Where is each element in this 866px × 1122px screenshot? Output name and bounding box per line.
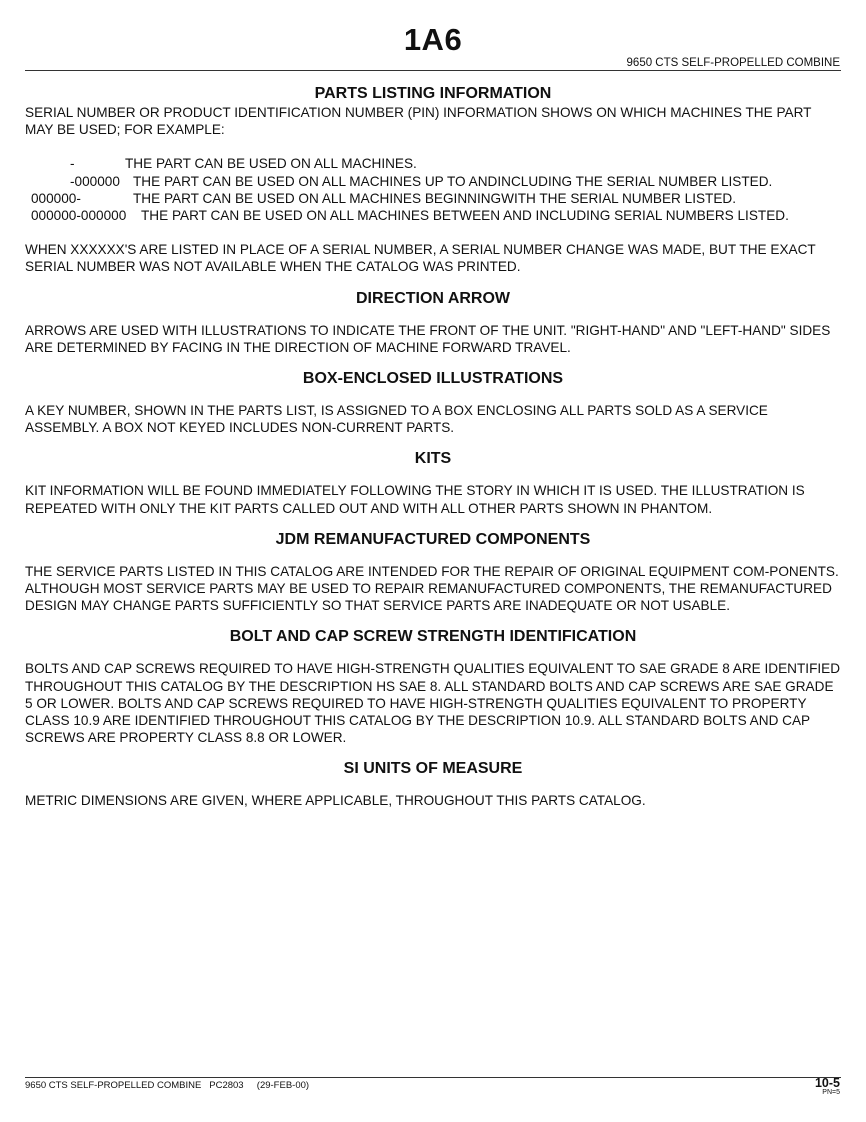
- bolt-strength-body: BOLTS AND CAP SCREWS REQUIRED TO HAVE HIGH-STRENGTH QUALITIES EQUIVALENT TO SAE GRADE 8 ARE IDENTIFIED THROUGHOUT THIS CATALOG BY THE DESCRIPTION HS SAE 8. ALL STANDARD BOLTS AND CAP SCREWS ARE SAE GRADE 5 OR LOWER. BOLTS AND CAP SCREWS REQUIRED TO HAVE HIGH-STRENGTH QUALITIES EQUIVALENT TO PROPERTY CLASS 10.9 ARE IDENTIFIED THROUGHOUT THIS CATALOG BY THE DESCRIPTION 10.9. ALL STANDARD BOLTS AND CAP SCREWS ARE PROPERTY CLASS 8.8 OR LOWER.: [25, 661, 841, 746]
- running-header: 9650 CTS SELF-PROPELLED COMBINE: [626, 57, 840, 69]
- section-title-jdm-reman: JDM REMANUFACTURED COMPONENTS: [275, 530, 591, 548]
- section-title-direction-arrow: DIRECTION ARROW: [355, 289, 511, 307]
- example-text: THE PART CAN BE USED ON ALL MACHINES UP TO ANDINCLUDING THE SERIAL NUMBER LISTED.: [133, 173, 773, 189]
- box-enclosed-body: A KEY NUMBER, SHOWN IN THE PARTS LIST, IS ASSIGNED TO A BOX ENCLOSING ALL PARTS SOLD AS A SERVICE ASSEMBLY. A BOX NOT KEYED INCLUDES NON-CURRENT PARTS.: [25, 403, 768, 436]
- example-text: THE PART CAN BE USED ON ALL MACHINES BETWEEN AND INCLUDING SERIAL NUMBERS LISTED.: [141, 208, 789, 224]
- bottom-rule: [25, 1077, 841, 1078]
- example-row: [25, 173, 841, 190]
- serial-examples: [25, 155, 841, 224]
- example-text: THE PART CAN BE USED ON ALL MACHINES BEGINNINGWITH THE SERIAL NUMBER LISTED.: [133, 190, 737, 206]
- example-row: [25, 155, 841, 172]
- example-code: -: [70, 156, 75, 172]
- example-text: THE PART CAN BE USED ON ALL MACHINES.: [125, 156, 417, 172]
- example-code: -000000: [70, 173, 120, 189]
- example-code: 000000-000000: [31, 208, 127, 224]
- si-units-body: METRIC DIMENSIONS ARE GIVEN, WHERE APPLICABLE, THROUGHOUT THIS PARTS CATALOG.: [25, 793, 646, 809]
- example-row: [25, 207, 841, 224]
- section-title-si-units: SI UNITS OF MEASURE: [343, 760, 523, 778]
- direction-arrow-body: ARROWS ARE USED WITH ILLUSTRATIONS TO INDICATE THE FRONT OF THE UNIT. "RIGHT-HAND" AND "LEFT-HAND" SIDES ARE DETERMINED BY FACING IN THE DIRECTION OF MACHINE FORWARD TRAVEL.: [25, 322, 831, 355]
- example-code: 000000-: [31, 190, 81, 206]
- kits-body: KIT INFORMATION WILL BE FOUND IMMEDIATELY FOLLOWING THE STORY IN WHICH IT IS USED. THE ILLUSTRATION IS REPEATED WITH ONLY THE KIT PARTS CALLED OUT AND WITH ALL OTHER PARTS SHOWN IN PHANTOM.: [25, 483, 805, 516]
- page-id: 1A6: [403, 22, 463, 57]
- footer-catalog-info: 9650 CTS SELF-PROPELLED COMBINE PC2803 (29-FEB-00): [25, 1080, 310, 1091]
- parts-listing-intro: SERIAL NUMBER OR PRODUCT IDENTIFICATION NUMBER (PIN) INFORMATION SHOWS ON WHICH MACHINES THE PART MAY BE USED; FOR EXAMPLE:: [25, 105, 812, 138]
- serial-change-note: WHEN XXXXXX'S ARE LISTED IN PLACE OF A SERIAL NUMBER, A SERIAL NUMBER CHANGE WAS MADE, BUT THE EXACT SERIAL NUMBER WAS NOT AVAILABLE WHEN THE CATALOG WAS PRINTED.: [25, 242, 816, 275]
- section-title-parts-listing: PARTS LISTING INFORMATION: [314, 85, 552, 102]
- top-rule: [25, 70, 841, 71]
- section-title-box-enclosed: BOX-ENCLOSED ILLUSTRATIONS: [302, 370, 564, 388]
- jdm-reman-body: THE SERVICE PARTS LISTED IN THIS CATALOG ARE INTENDED FOR THE REPAIR OF ORIGINAL EQUIPMENT COM-PONENTS. ALTHOUGH MOST SERVICE PARTS MAY BE USED TO REPAIR REMANUFACTURED COMPONENTS, THE REMANUFACTURED DESIGN MAY CHANGE PARTS SUFFICIENTLY SO THAT SERVICE PARTS ARE INADEQUATE OR NOT USABLE.: [25, 563, 839, 614]
- section-title-bolt-strength: BOLT AND CAP SCREW STRENGTH IDENTIFICATION: [229, 628, 637, 646]
- page-content: [25, 84, 841, 810]
- footer-page-number: 10-5: [814, 1076, 840, 1090]
- section-title-kits: KITS: [414, 450, 452, 468]
- footer-pn: PN=5: [822, 1089, 840, 1096]
- example-row: [25, 190, 841, 207]
